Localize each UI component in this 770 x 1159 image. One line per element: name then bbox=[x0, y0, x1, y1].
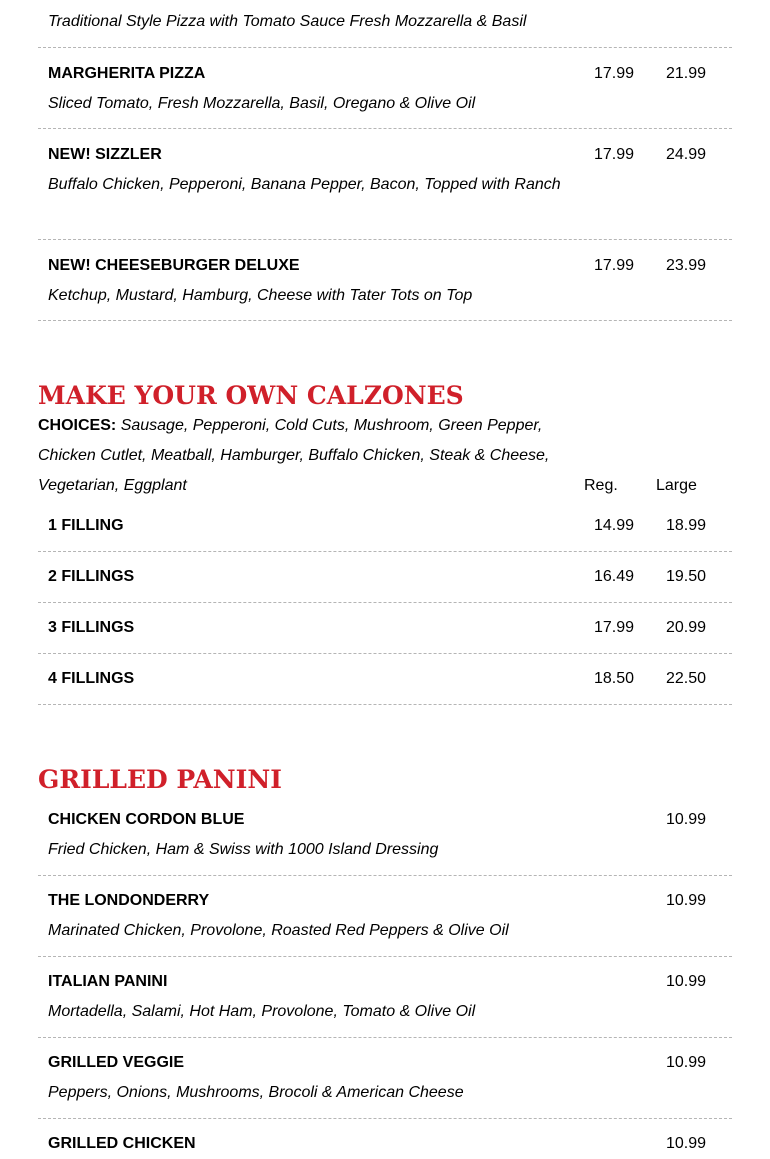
menu-item bbox=[38, 1119, 732, 1159]
menu-item bbox=[38, 957, 732, 1038]
item-price: 10.99 bbox=[665, 892, 706, 909]
item-name: NEW! CHEESEBURGER DELUXE bbox=[48, 257, 300, 274]
item-name: NEW! SIZZLER bbox=[48, 146, 162, 163]
item-name: 3 FILLINGS bbox=[48, 619, 135, 636]
choices-label: CHOICES: bbox=[38, 417, 117, 434]
panini-heading: GRILLED PANINI bbox=[38, 765, 282, 794]
item-name: GRILLED CHICKEN bbox=[48, 1135, 196, 1152]
item-name: GRILLED VEGGIE bbox=[48, 1054, 185, 1071]
menu-item bbox=[38, 795, 732, 876]
price-large: 20.99 bbox=[665, 619, 706, 636]
item-description: Peppers, Onions, Mushrooms, Brocoli & American Cheese bbox=[48, 1084, 464, 1101]
menu-item bbox=[38, 0, 732, 48]
item-description: Sliced Tomato, Fresh Mozzarella, Basil, Oregano & Olive Oil bbox=[48, 95, 476, 112]
menu-item bbox=[38, 603, 732, 654]
item-price: 10.99 bbox=[665, 973, 706, 990]
item-name: 4 FILLINGS bbox=[48, 670, 135, 687]
column-header-regular: Reg. bbox=[584, 477, 618, 494]
item-name: CHICKEN CORDON BLUE bbox=[48, 811, 245, 828]
menu-item bbox=[38, 240, 732, 321]
price-regular: 17.99 bbox=[593, 146, 634, 163]
menu-item bbox=[38, 129, 732, 240]
item-name: 2 FILLINGS bbox=[48, 568, 135, 585]
price-large: 24.99 bbox=[665, 146, 706, 163]
item-description: Traditional Style Pizza with Tomato Sauce Fresh Mozzarella & Basil bbox=[48, 13, 527, 30]
price-large: 19.50 bbox=[665, 568, 706, 585]
price-large: 18.99 bbox=[665, 517, 706, 534]
calzone-list bbox=[38, 501, 732, 705]
menu-item bbox=[38, 654, 732, 705]
item-description: Buffalo Chicken, Pepperoni, Banana Pepper, Bacon, Topped with Ranch bbox=[48, 176, 561, 193]
price-regular: 17.99 bbox=[593, 257, 634, 274]
calzone-choices bbox=[38, 411, 578, 501]
item-description: Ketchup, Mustard, Hamburg, Cheese with Tater Tots on Top bbox=[48, 287, 473, 304]
panini-list bbox=[38, 795, 732, 1159]
item-price: 10.99 bbox=[665, 1054, 706, 1071]
price-regular: 14.99 bbox=[593, 517, 634, 534]
column-header-large: Large bbox=[656, 477, 697, 494]
price-large: 23.99 bbox=[665, 257, 706, 274]
item-description: Marinated Chicken, Provolone, Roasted Red Peppers & Olive Oil bbox=[48, 922, 509, 939]
price-regular: 16.49 bbox=[593, 568, 634, 585]
item-name: THE LONDONDERRY bbox=[48, 892, 210, 909]
menu-item bbox=[38, 48, 732, 129]
price-regular: 17.99 bbox=[593, 65, 634, 82]
item-price: 10.99 bbox=[665, 1135, 706, 1152]
item-description: Mortadella, Salami, Hot Ham, Provolone, Tomato & Olive Oil bbox=[48, 1003, 476, 1020]
price-regular: 17.99 bbox=[593, 619, 634, 636]
item-name: ITALIAN PANINI bbox=[48, 973, 168, 990]
menu-item bbox=[38, 501, 732, 552]
menu-item bbox=[38, 1038, 732, 1119]
calzones-heading: MAKE YOUR OWN CALZONES bbox=[38, 381, 464, 410]
price-large: 22.50 bbox=[665, 670, 706, 687]
item-name: 1 FILLING bbox=[48, 517, 124, 534]
choices-list: Sausage, Pepperoni, Cold Cuts, Mushroom, Green Pepper, Chicken Cutlet, Meatball, Hamburger, Buffalo Chicken, Steak & Cheese, Vegetarian, Eggplant bbox=[38, 417, 550, 494]
item-name: MARGHERITA PIZZA bbox=[48, 65, 206, 82]
price-large: 21.99 bbox=[665, 65, 706, 82]
item-description: Fried Chicken, Ham & Swiss with 1000 Island Dressing bbox=[48, 841, 439, 858]
menu-item bbox=[38, 552, 732, 603]
pizza-section-continued bbox=[38, 0, 732, 321]
menu-item bbox=[38, 876, 732, 957]
price-regular: 18.50 bbox=[593, 670, 634, 687]
item-price: 10.99 bbox=[665, 811, 706, 828]
